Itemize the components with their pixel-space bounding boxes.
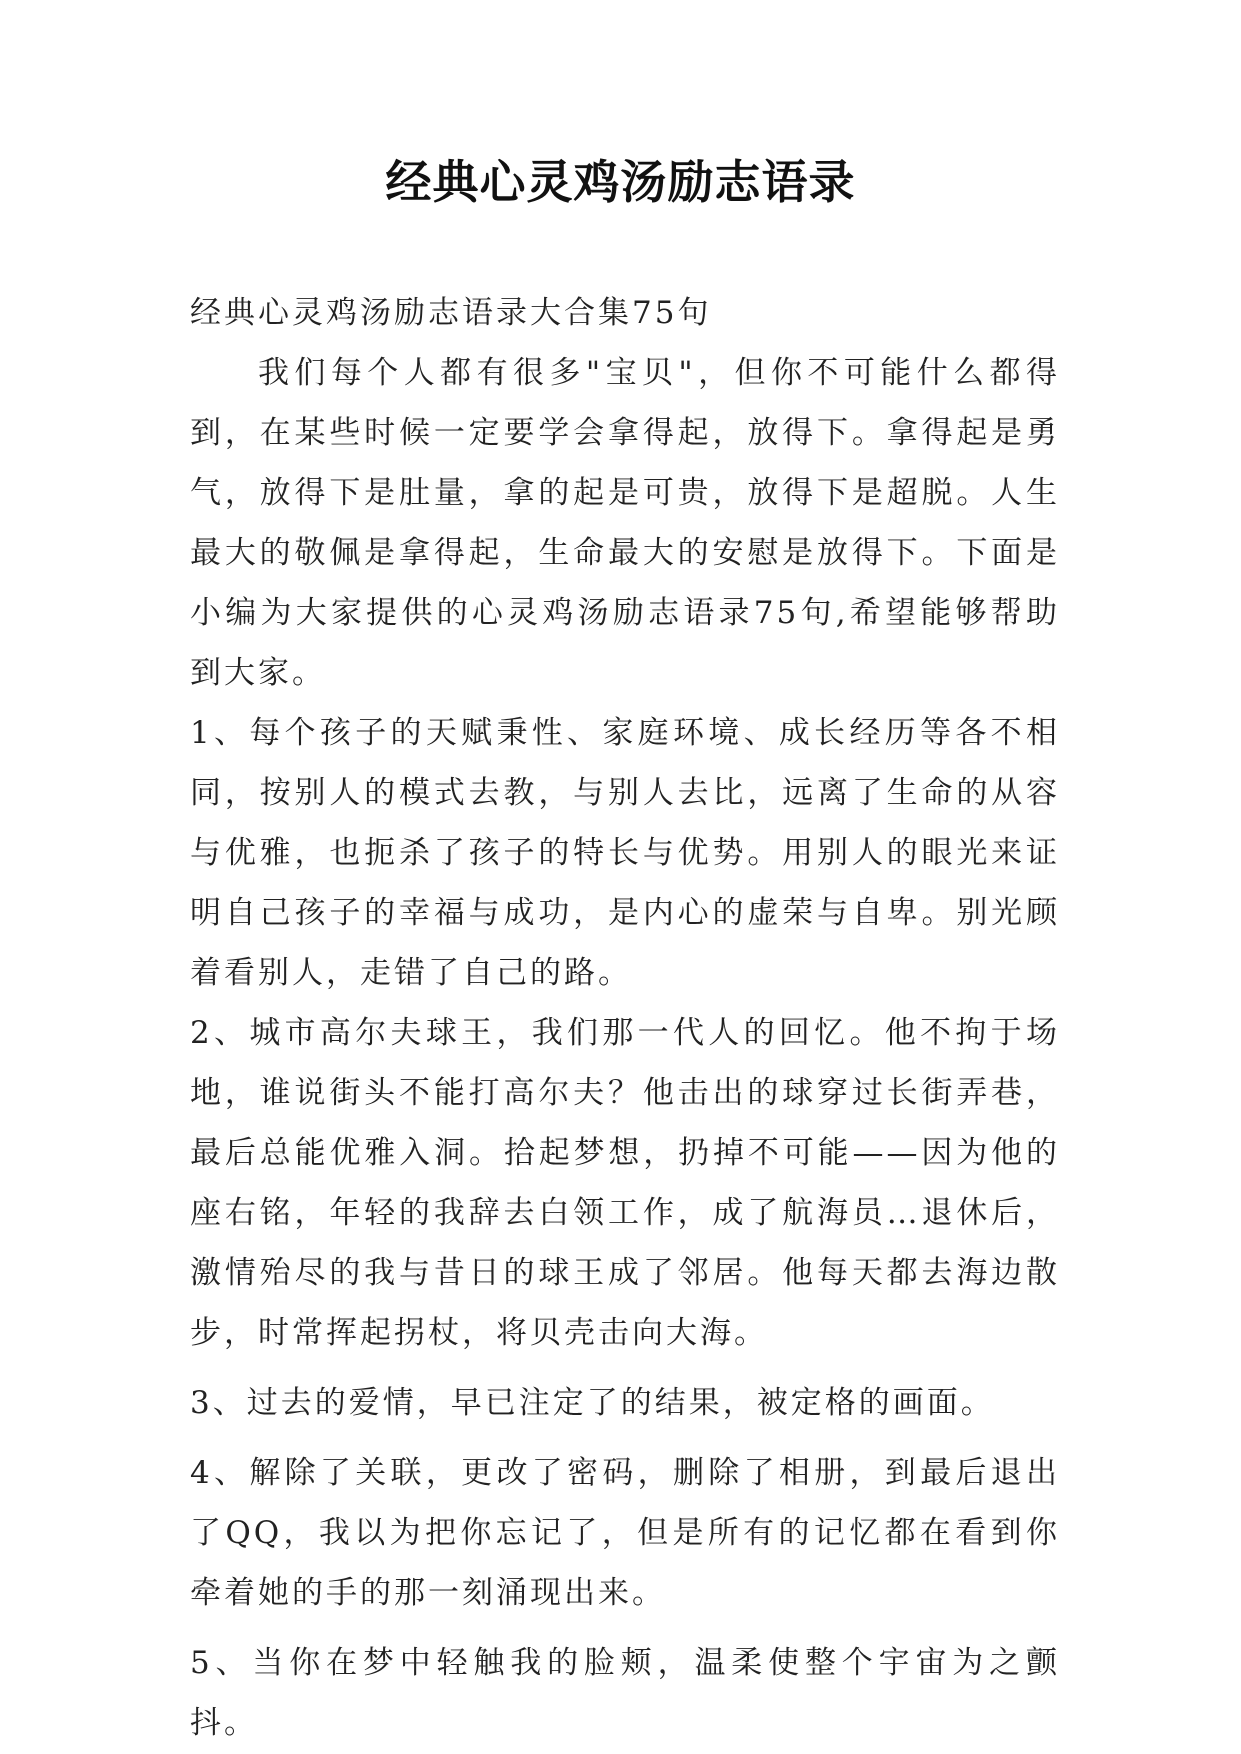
document-subtitle: 经典心灵鸡汤励志语录大合集75句	[190, 295, 712, 331]
document-title: 经典心灵鸡汤励志语录	[385, 155, 856, 209]
intro-paragraph: 我们每个人都有很多"宝贝"，但你不可能什么都得到，在某些时候一定要学会拿得起，放得下。拿得起是勇气，放得下是肚量，拿的起是可贵，放得下是超脱。人生最大的敬佩是拿得起，生命最大的安慰是放得下。下面是小编为大家提供的心灵鸡汤励志语录75句,希望能够帮助到大家。	[190, 355, 1060, 691]
quote-item-4: 4、解除了关联，更改了密码，删除了相册，到最后退出了QQ，我以为把你忘记了，但是所有的记忆都在看到你牵着她的手的那一刻涌现出来。	[190, 1455, 1060, 1611]
quote-item-5: 5、当你在梦中轻触我的脸颊，温柔使整个宇宙为之颤抖。	[190, 1645, 1060, 1741]
quote-item-1: 1、每个孩子的天赋秉性、家庭环境、成长经历等各不相同，按别人的模式去教，与别人去比，远离了生命的从容与优雅，也扼杀了孩子的特长与优势。用别人的眼光来证明自己孩子的幸福与成功，是内心的虚荣与自卑。别光顾着看别人，走错了自己的路。	[190, 715, 1060, 991]
quote-item-2: 2、城市高尔夫球王，我们那一代人的回忆。他不拘于场地，谁说街头不能打高尔夫？他击出的球穿过长街弄巷，最后总能优雅入洞。拾起梦想，扔掉不可能——因为他的座右铭，年轻的我辞去白领工作，成了航海员…退休后，激情殆尽的我与昔日的球王成了邻居。他每天都去海边散步，时常挥起拐杖，将贝壳击向大海。	[190, 1015, 1060, 1351]
document-body	[190, 283, 1060, 1753]
quote-item-3: 3、过去的爱情，早已注定了的结果，被定格的画面。	[190, 1385, 995, 1421]
